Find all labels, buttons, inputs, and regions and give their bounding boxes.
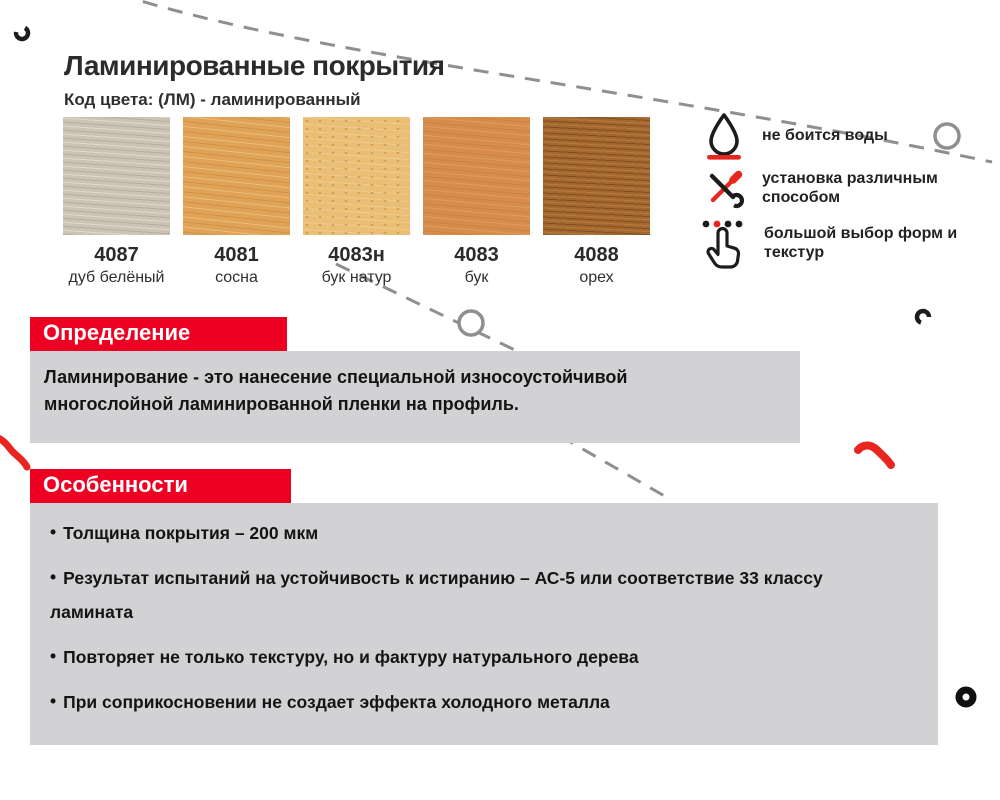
feature-item-text: Толщина покрытия – 200 мкм bbox=[63, 523, 319, 543]
swatch-pine bbox=[183, 117, 290, 287]
badge-variety bbox=[701, 218, 967, 270]
badge-installation bbox=[701, 169, 967, 209]
features-panel bbox=[30, 503, 938, 745]
hand-tap-icon bbox=[701, 218, 749, 270]
feature-item bbox=[50, 641, 850, 674]
swatch-code: 4083 bbox=[454, 244, 499, 266]
bullet-marker: • bbox=[50, 567, 57, 588]
features-heading bbox=[30, 469, 291, 503]
swatch-code: 4087 bbox=[94, 244, 139, 266]
features-heading-label: Особенности bbox=[43, 471, 188, 497]
swatch-walnut bbox=[543, 117, 650, 287]
badge-waterproof bbox=[701, 112, 967, 160]
definition-heading-label: Определение bbox=[43, 319, 191, 345]
swatch-code: 4081 bbox=[214, 244, 259, 266]
swatch-beech-natural bbox=[303, 117, 410, 287]
swatch-name: бук bbox=[464, 269, 489, 286]
swatch-code: 4088 bbox=[574, 244, 619, 266]
crossed-tools-icon bbox=[701, 169, 747, 209]
swatch-code: 4083н bbox=[328, 244, 385, 266]
bullet-marker: • bbox=[50, 522, 57, 542]
definition-heading bbox=[30, 317, 287, 351]
swatch-name: сосна bbox=[215, 269, 258, 286]
swatch-name: бук натур bbox=[321, 269, 392, 286]
subtitle-suffix: - ламинированный bbox=[195, 90, 361, 109]
feature-badges bbox=[701, 112, 967, 279]
feature-item bbox=[50, 517, 850, 550]
swatch-oak-bleached bbox=[63, 117, 170, 287]
subtitle-prefix: Код цвета: bbox=[64, 90, 159, 109]
feature-item-text: При соприкосновении не создает эффекта холодного металла bbox=[63, 692, 610, 712]
definition-text: Ламинирование - это нанесение специальной износоустойчивой многослойной ламинированной пленки на профиль. bbox=[44, 367, 628, 414]
swatch-name: дуб белёный bbox=[68, 269, 165, 286]
feature-item bbox=[50, 686, 850, 719]
feature-item bbox=[50, 562, 850, 629]
wood-texture-sample bbox=[303, 117, 410, 235]
wood-texture-sample bbox=[543, 117, 650, 235]
feature-item-text: Повторяет не только текстуру, но и фактуру натурального дерева bbox=[63, 646, 639, 667]
bullet-marker: • bbox=[50, 691, 57, 711]
wood-texture-sample bbox=[183, 117, 290, 235]
badge-label: не боится воды bbox=[762, 126, 888, 144]
wood-texture-sample bbox=[423, 117, 530, 235]
page-title: Ламинированные покрытия bbox=[64, 50, 445, 81]
color-code-subtitle bbox=[64, 90, 361, 110]
bullet-marker: • bbox=[50, 645, 57, 666]
definition-panel bbox=[30, 351, 800, 443]
swatch-beech bbox=[423, 117, 530, 287]
badge-label: большой выбор форм и текстур bbox=[764, 225, 958, 261]
subtitle-code: (ЛМ) bbox=[158, 90, 196, 109]
swatch-name: орех bbox=[579, 269, 614, 286]
feature-item-text: Результат испытаний на устойчивость к истиранию – АС-5 или соответствие 33 классу ламината bbox=[50, 568, 823, 622]
color-swatch-row bbox=[63, 117, 650, 287]
water-drop-icon bbox=[701, 112, 747, 160]
badge-label: установка различным способом bbox=[762, 170, 938, 206]
wood-texture-sample bbox=[63, 117, 170, 235]
